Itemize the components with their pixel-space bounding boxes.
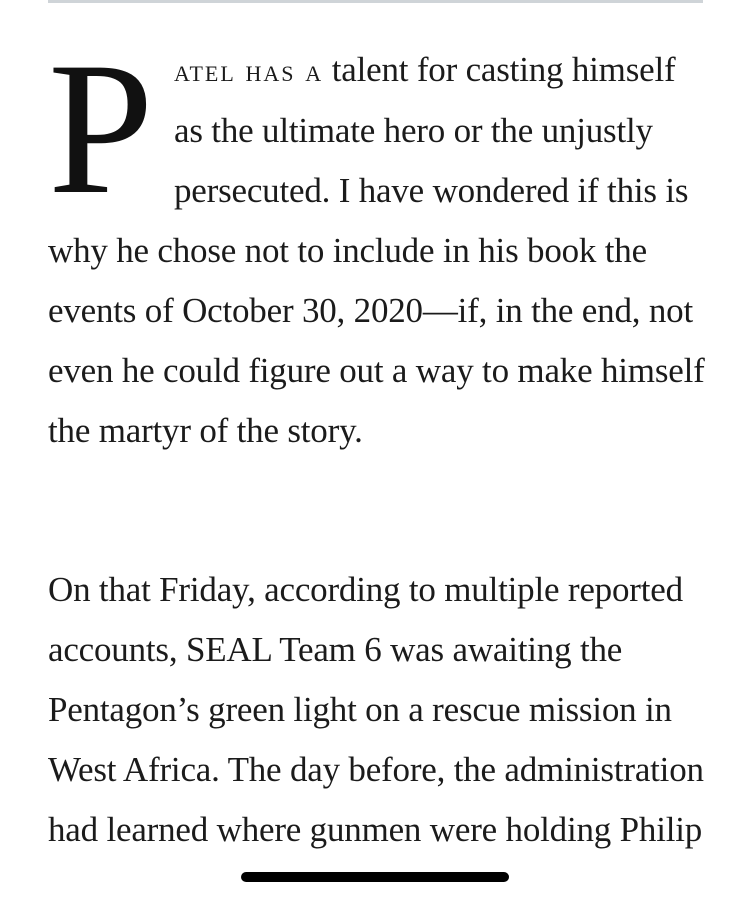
- article-paragraph: [48, 560, 708, 860]
- drop-cap: P: [48, 24, 154, 234]
- article-body: [48, 24, 708, 860]
- home-indicator[interactable]: [241, 872, 509, 882]
- article-paragraph: [48, 24, 708, 520]
- paragraph-text: On that Friday, according to multiple reported accounts, SEAL Team 6 was awaiting the Pentagon’s green light on a rescue mission in West Africa. The day before, the administration had learned where gunmen were holding Philip: [48, 570, 704, 849]
- paragraph-text: talent for casting himself as the ultimate hero or the unjustly persecuted. I have wondered if this is why he chose not to include in his book the events of October 30, 2020—if, in the end, not even he could figure out a way to make himself the martyr of the story.: [48, 50, 705, 450]
- lead-in-smallcaps: atel has a: [174, 53, 324, 88]
- top-divider: [48, 0, 703, 3]
